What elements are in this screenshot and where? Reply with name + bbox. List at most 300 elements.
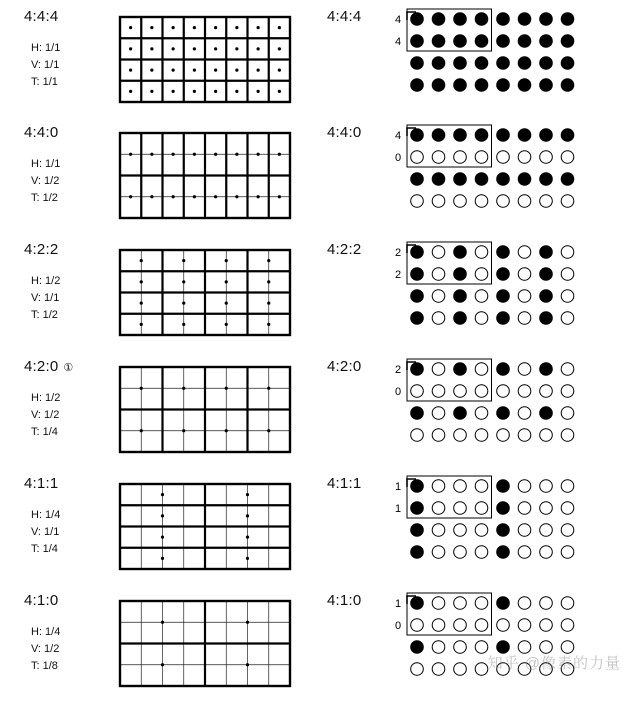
empty-pixel-dot xyxy=(411,619,424,632)
empty-pixel-dot xyxy=(540,195,553,208)
pixel-dot-matrix xyxy=(390,8,620,120)
chroma-sample-dot xyxy=(278,195,281,198)
chroma-sample-dot xyxy=(150,69,153,72)
chroma-sample-dot xyxy=(214,90,217,93)
chroma-sample-dot xyxy=(235,26,238,29)
filled-pixel-dot xyxy=(540,173,553,186)
chroma-sample-dot xyxy=(257,90,260,93)
filled-pixel-dot xyxy=(518,173,531,186)
box-number: 0 xyxy=(394,386,402,398)
sampling-grid xyxy=(118,248,292,337)
filled-pixel-dot xyxy=(518,129,531,142)
empty-pixel-dot xyxy=(561,597,574,610)
chroma-sample-dot xyxy=(267,280,270,283)
chroma-sample-dot xyxy=(278,90,281,93)
empty-pixel-dot xyxy=(432,429,445,442)
empty-pixel-dot xyxy=(432,363,445,376)
empty-pixel-dot xyxy=(432,619,445,632)
chroma-sample-dot xyxy=(225,280,228,283)
box-number: 4 xyxy=(394,130,402,142)
filled-pixel-dot xyxy=(432,79,445,92)
empty-pixel-dot xyxy=(518,195,531,208)
filled-pixel-dot xyxy=(561,57,574,70)
chroma-sample-dot xyxy=(172,69,175,72)
ratio-t: T: 1/4 xyxy=(31,426,58,438)
chroma-sample-dot xyxy=(214,47,217,50)
filled-pixel-dot xyxy=(411,79,424,92)
filled-pixel-dot xyxy=(411,13,424,26)
format-label: 4:2:0 ① xyxy=(24,358,74,375)
ratio-h: H: 1/1 xyxy=(31,158,61,170)
box-number: 1 xyxy=(394,598,402,610)
chroma-sample-dot xyxy=(267,323,270,326)
filled-pixel-dot xyxy=(411,129,424,142)
ratio-t: T: 1/1 xyxy=(31,76,58,88)
ratio-list xyxy=(31,273,60,324)
sampling-row xyxy=(0,124,639,242)
ratio-t: T: 1/4 xyxy=(31,543,58,555)
chroma-sample-dot xyxy=(193,47,196,50)
empty-pixel-dot xyxy=(432,290,445,303)
ratio-list xyxy=(31,507,60,558)
filled-pixel-dot xyxy=(497,57,510,70)
empty-pixel-dot xyxy=(518,290,531,303)
empty-pixel-dot xyxy=(561,480,574,493)
chroma-sample-dot xyxy=(140,259,143,262)
filled-pixel-dot xyxy=(561,79,574,92)
chroma-sample-dot xyxy=(267,387,270,390)
filled-pixel-dot xyxy=(497,129,510,142)
filled-pixel-dot xyxy=(497,79,510,92)
ratio-h: H: 1/2 xyxy=(31,392,61,404)
empty-pixel-dot xyxy=(561,524,574,537)
filled-pixel-dot xyxy=(561,129,574,142)
empty-pixel-dot xyxy=(518,619,531,632)
filled-pixel-dot xyxy=(411,290,424,303)
empty-pixel-dot xyxy=(475,641,488,654)
box-number: 0 xyxy=(394,620,402,632)
filled-pixel-dot xyxy=(540,57,553,70)
filled-pixel-dot xyxy=(432,13,445,26)
filled-pixel-dot xyxy=(540,407,553,420)
filled-pixel-dot xyxy=(518,79,531,92)
box-number: 2 xyxy=(394,364,402,376)
filled-pixel-dot xyxy=(454,246,467,259)
chroma-sample-dot xyxy=(235,90,238,93)
filled-pixel-dot xyxy=(454,268,467,281)
empty-pixel-dot xyxy=(475,524,488,537)
empty-pixel-dot xyxy=(475,268,488,281)
chroma-sample-dot xyxy=(257,69,260,72)
empty-pixel-dot xyxy=(454,385,467,398)
empty-pixel-dot xyxy=(454,429,467,442)
chroma-sample-dot xyxy=(140,302,143,305)
empty-pixel-dot xyxy=(540,502,553,515)
format-label: 4:2:2 xyxy=(24,241,59,258)
empty-pixel-dot xyxy=(518,524,531,537)
chroma-sample-dot xyxy=(193,26,196,29)
filled-pixel-dot xyxy=(475,13,488,26)
chroma-sample-dot xyxy=(140,280,143,283)
format-label-right: 4:1:1 xyxy=(327,475,362,492)
filled-pixel-dot xyxy=(540,79,553,92)
filled-pixel-dot xyxy=(411,524,424,537)
box-number: 1 xyxy=(394,503,402,515)
filled-pixel-dot xyxy=(475,129,488,142)
empty-pixel-dot xyxy=(432,546,445,559)
filled-pixel-dot xyxy=(411,480,424,493)
chroma-sample-dot xyxy=(246,663,249,666)
chroma-sample-dot xyxy=(193,153,196,156)
format-label: 4:4:4 xyxy=(24,8,59,25)
filled-pixel-dot xyxy=(540,13,553,26)
ratio-v: V: 1/1 xyxy=(31,59,60,71)
ratio-v: V: 1/1 xyxy=(31,526,60,538)
chroma-sample-dot xyxy=(235,195,238,198)
pixel-dot-matrix xyxy=(390,592,620,704)
chroma-sample-dot xyxy=(246,621,249,624)
empty-pixel-dot xyxy=(561,312,574,325)
ratio-list xyxy=(31,40,60,91)
format-label-right: 4:2:0 xyxy=(327,358,362,375)
filled-pixel-dot xyxy=(454,290,467,303)
filled-pixel-dot xyxy=(475,35,488,48)
empty-pixel-dot xyxy=(475,151,488,164)
format-label-right: 4:2:2 xyxy=(327,241,362,258)
sampling-row xyxy=(0,358,639,476)
empty-pixel-dot xyxy=(432,502,445,515)
empty-pixel-dot xyxy=(475,407,488,420)
pixel-dot-matrix xyxy=(390,124,620,236)
filled-pixel-dot xyxy=(540,246,553,259)
empty-pixel-dot xyxy=(561,546,574,559)
chroma-sample-dot xyxy=(161,514,164,517)
filled-pixel-dot xyxy=(540,129,553,142)
chroma-sample-dot xyxy=(225,429,228,432)
empty-pixel-dot xyxy=(475,290,488,303)
chroma-sample-dot xyxy=(225,387,228,390)
empty-pixel-dot xyxy=(561,407,574,420)
format-label: 4:1:1 xyxy=(24,475,59,492)
empty-pixel-dot xyxy=(518,151,531,164)
chroma-sample-dot xyxy=(246,493,249,496)
empty-pixel-dot xyxy=(475,312,488,325)
empty-pixel-dot xyxy=(518,597,531,610)
empty-pixel-dot xyxy=(432,312,445,325)
empty-pixel-dot xyxy=(561,151,574,164)
filled-pixel-dot xyxy=(540,290,553,303)
filled-pixel-dot xyxy=(454,312,467,325)
chroma-sample-dot xyxy=(278,153,281,156)
filled-pixel-dot xyxy=(411,546,424,559)
chroma-sample-dot xyxy=(172,90,175,93)
filled-pixel-dot xyxy=(561,173,574,186)
chroma-sample-dot xyxy=(150,47,153,50)
chroma-sample-dot xyxy=(182,387,185,390)
sampling-grid xyxy=(118,599,292,688)
chroma-sample-dot xyxy=(225,302,228,305)
empty-pixel-dot xyxy=(540,546,553,559)
filled-pixel-dot xyxy=(454,129,467,142)
watermark-text: 知乎 @像素的力量 xyxy=(487,655,621,672)
empty-pixel-dot xyxy=(432,195,445,208)
chroma-sample-dot xyxy=(161,663,164,666)
chroma-sample-dot xyxy=(172,195,175,198)
filled-pixel-dot xyxy=(432,35,445,48)
empty-pixel-dot xyxy=(475,429,488,442)
chroma-sample-dot xyxy=(182,429,185,432)
empty-pixel-dot xyxy=(432,407,445,420)
ratio-list xyxy=(31,390,60,441)
empty-pixel-dot xyxy=(411,385,424,398)
chroma-sample-dot xyxy=(150,90,153,93)
filled-pixel-dot xyxy=(454,13,467,26)
empty-pixel-dot xyxy=(475,597,488,610)
empty-pixel-dot xyxy=(518,429,531,442)
chroma-sample-dot xyxy=(235,153,238,156)
filled-pixel-dot xyxy=(518,13,531,26)
box-number: 1 xyxy=(394,481,402,493)
empty-pixel-dot xyxy=(561,246,574,259)
filled-pixel-dot xyxy=(497,312,510,325)
empty-pixel-dot xyxy=(432,246,445,259)
chroma-sample-dot xyxy=(214,195,217,198)
sampling-grid xyxy=(118,482,292,571)
pixel-dot-matrix xyxy=(390,475,620,587)
chroma-sample-dot xyxy=(214,153,217,156)
filled-pixel-dot xyxy=(411,407,424,420)
format-label: 4:1:0 xyxy=(24,592,59,609)
sampling-row xyxy=(0,8,639,126)
chroma-sample-dot xyxy=(150,153,153,156)
empty-pixel-dot xyxy=(475,502,488,515)
empty-pixel-dot xyxy=(475,480,488,493)
empty-pixel-dot xyxy=(475,663,488,676)
sampling-row xyxy=(0,592,639,710)
chroma-sample-dot xyxy=(150,26,153,29)
empty-pixel-dot xyxy=(561,502,574,515)
chroma-sample-dot xyxy=(140,429,143,432)
empty-pixel-dot xyxy=(540,619,553,632)
filled-pixel-dot xyxy=(454,79,467,92)
filled-pixel-dot xyxy=(411,268,424,281)
empty-pixel-dot xyxy=(475,385,488,398)
empty-pixel-dot xyxy=(432,663,445,676)
chroma-sample-dot xyxy=(172,153,175,156)
filled-pixel-dot xyxy=(518,35,531,48)
chroma-sample-dot xyxy=(193,90,196,93)
empty-pixel-dot xyxy=(540,429,553,442)
empty-pixel-dot xyxy=(454,663,467,676)
empty-pixel-dot xyxy=(475,246,488,259)
chroma-sample-dot xyxy=(235,69,238,72)
chroma-sample-dot xyxy=(172,47,175,50)
filled-pixel-dot xyxy=(411,35,424,48)
empty-pixel-dot xyxy=(561,385,574,398)
ratio-v: V: 1/1 xyxy=(31,292,60,304)
filled-pixel-dot xyxy=(475,173,488,186)
empty-pixel-dot xyxy=(540,480,553,493)
filled-pixel-dot xyxy=(454,173,467,186)
filled-pixel-dot xyxy=(411,173,424,186)
sampling-grid xyxy=(118,131,292,220)
empty-pixel-dot xyxy=(518,546,531,559)
box-number: 2 xyxy=(394,269,402,281)
empty-pixel-dot xyxy=(475,363,488,376)
filled-pixel-dot xyxy=(540,312,553,325)
filled-pixel-dot xyxy=(497,246,510,259)
empty-pixel-dot xyxy=(497,151,510,164)
format-label-right: 4:4:4 xyxy=(327,8,362,25)
ratio-t: T: 1/2 xyxy=(31,192,58,204)
filled-pixel-dot xyxy=(540,35,553,48)
empty-pixel-dot xyxy=(454,546,467,559)
filled-pixel-dot xyxy=(497,502,510,515)
chroma-sample-dot xyxy=(246,536,249,539)
chroma-sample-dot xyxy=(235,47,238,50)
empty-pixel-dot xyxy=(454,641,467,654)
empty-pixel-dot xyxy=(518,363,531,376)
empty-pixel-dot xyxy=(411,663,424,676)
chroma-sample-dot xyxy=(182,323,185,326)
empty-pixel-dot xyxy=(540,385,553,398)
empty-pixel-dot xyxy=(540,524,553,537)
empty-pixel-dot xyxy=(561,363,574,376)
filled-pixel-dot xyxy=(411,502,424,515)
empty-pixel-dot xyxy=(454,619,467,632)
format-label: 4:4:0 xyxy=(24,124,59,141)
filled-pixel-dot xyxy=(497,268,510,281)
filled-pixel-dot xyxy=(411,57,424,70)
empty-pixel-dot xyxy=(561,429,574,442)
empty-pixel-dot xyxy=(540,597,553,610)
empty-pixel-dot xyxy=(561,268,574,281)
empty-pixel-dot xyxy=(475,546,488,559)
filled-pixel-dot xyxy=(411,597,424,610)
chroma-sample-dot xyxy=(129,153,132,156)
empty-pixel-dot xyxy=(411,151,424,164)
chroma-sample-dot xyxy=(257,153,260,156)
chroma-sample-dot xyxy=(129,90,132,93)
empty-pixel-dot xyxy=(497,429,510,442)
format-label-right: 4:4:0 xyxy=(327,124,362,141)
filled-pixel-dot xyxy=(411,641,424,654)
chroma-sample-dot xyxy=(214,69,217,72)
empty-pixel-dot xyxy=(518,407,531,420)
filled-pixel-dot xyxy=(454,35,467,48)
chroma-sample-dot xyxy=(267,429,270,432)
chroma-sample-dot xyxy=(225,259,228,262)
empty-pixel-dot xyxy=(411,195,424,208)
chroma-sample-dot xyxy=(193,195,196,198)
filled-pixel-dot xyxy=(497,173,510,186)
empty-pixel-dot xyxy=(518,385,531,398)
filled-pixel-dot xyxy=(497,290,510,303)
filled-pixel-dot xyxy=(454,363,467,376)
filled-pixel-dot xyxy=(497,597,510,610)
chroma-sample-dot xyxy=(161,557,164,560)
ratio-list xyxy=(31,156,60,207)
empty-pixel-dot xyxy=(518,246,531,259)
filled-pixel-dot xyxy=(454,407,467,420)
empty-pixel-dot xyxy=(518,502,531,515)
chroma-sample-dot xyxy=(214,26,217,29)
empty-pixel-dot xyxy=(454,597,467,610)
empty-pixel-dot xyxy=(432,480,445,493)
chroma-sample-dot xyxy=(182,280,185,283)
chroma-sample-dot xyxy=(257,195,260,198)
filled-pixel-dot xyxy=(411,312,424,325)
empty-pixel-dot xyxy=(475,195,488,208)
filled-pixel-dot xyxy=(497,407,510,420)
filled-pixel-dot xyxy=(454,57,467,70)
filled-pixel-dot xyxy=(518,57,531,70)
ratio-t: T: 1/8 xyxy=(31,660,58,672)
empty-pixel-dot xyxy=(518,312,531,325)
filled-pixel-dot xyxy=(432,129,445,142)
empty-pixel-dot xyxy=(561,195,574,208)
chroma-sample-dot xyxy=(182,259,185,262)
chroma-sample-dot xyxy=(278,47,281,50)
footnote-marker: ① xyxy=(63,361,74,374)
empty-pixel-dot xyxy=(454,195,467,208)
chroma-sample-dot xyxy=(129,195,132,198)
ratio-h: H: 1/2 xyxy=(31,275,61,287)
filled-pixel-dot xyxy=(561,13,574,26)
chroma-sample-dot xyxy=(129,69,132,72)
filled-pixel-dot xyxy=(497,546,510,559)
empty-pixel-dot xyxy=(497,385,510,398)
empty-pixel-dot xyxy=(432,385,445,398)
empty-pixel-dot xyxy=(497,195,510,208)
ratio-h: H: 1/1 xyxy=(31,42,61,54)
empty-pixel-dot xyxy=(432,268,445,281)
pixel-dot-matrix xyxy=(390,241,620,353)
filled-pixel-dot xyxy=(497,35,510,48)
chroma-sample-dot xyxy=(129,47,132,50)
chroma-sample-dot xyxy=(257,47,260,50)
box-number: 0 xyxy=(394,152,402,164)
chroma-sample-dot xyxy=(278,26,281,29)
chroma-sample-dot xyxy=(161,621,164,624)
filled-pixel-dot xyxy=(497,480,510,493)
filled-pixel-dot xyxy=(497,524,510,537)
empty-pixel-dot xyxy=(540,151,553,164)
filled-pixel-dot xyxy=(475,57,488,70)
box-number: 2 xyxy=(394,247,402,259)
empty-pixel-dot xyxy=(561,290,574,303)
empty-pixel-dot xyxy=(518,268,531,281)
filled-pixel-dot xyxy=(411,246,424,259)
empty-pixel-dot xyxy=(432,151,445,164)
sampling-row xyxy=(0,241,639,359)
box-number: 4 xyxy=(394,14,402,26)
sampling-row xyxy=(0,475,639,593)
empty-pixel-dot xyxy=(475,619,488,632)
filled-pixel-dot xyxy=(411,363,424,376)
empty-pixel-dot xyxy=(454,502,467,515)
empty-pixel-dot xyxy=(561,619,574,632)
empty-pixel-dot xyxy=(454,151,467,164)
filled-pixel-dot xyxy=(432,173,445,186)
empty-pixel-dot xyxy=(432,641,445,654)
ratio-t: T: 1/2 xyxy=(31,309,58,321)
filled-pixel-dot xyxy=(561,35,574,48)
filled-pixel-dot xyxy=(432,57,445,70)
format-label-right: 4:1:0 xyxy=(327,592,362,609)
ratio-h: H: 1/4 xyxy=(31,509,61,521)
empty-pixel-dot xyxy=(411,429,424,442)
